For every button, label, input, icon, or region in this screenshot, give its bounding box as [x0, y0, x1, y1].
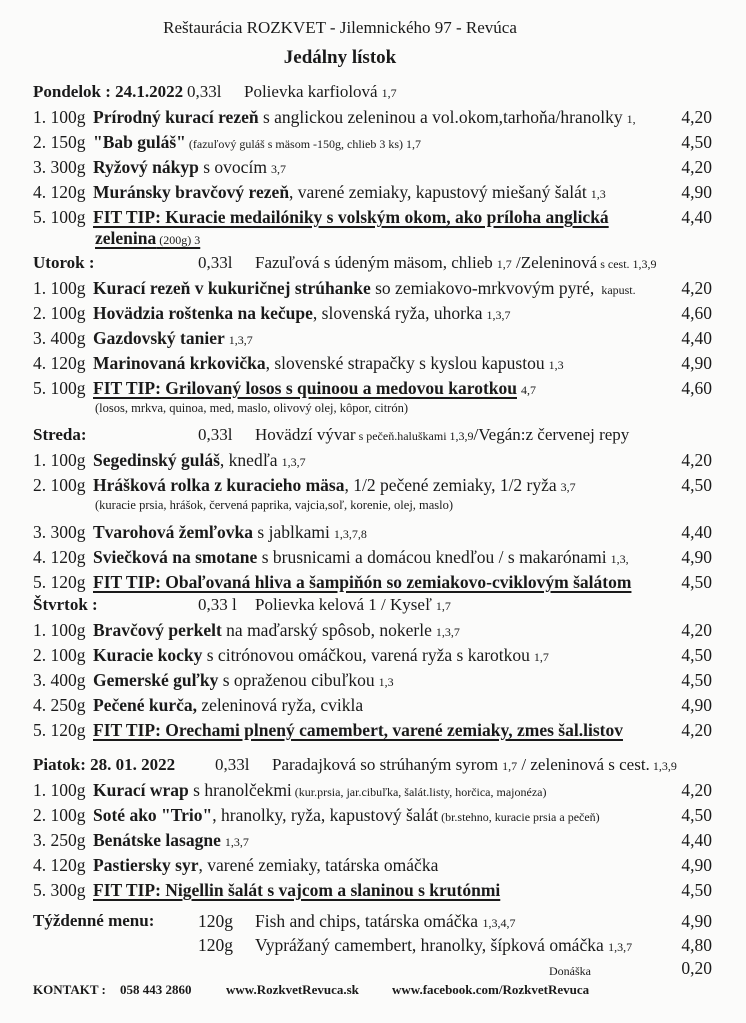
- soup-detail: s pečeň.haluškami 1,3,9: [355, 429, 474, 443]
- soup-allergens: 1,7: [496, 257, 512, 271]
- contact-phone[interactable]: 058 443 2860: [120, 982, 192, 997]
- delivery-label: Donáška: [549, 964, 591, 978]
- menu-item: [33, 670, 394, 691]
- item-number-weight: 5. 120g: [33, 572, 86, 592]
- item-number-weight: 3. 300g: [33, 157, 86, 177]
- menu-item: [33, 378, 536, 399]
- day-3-soup: [255, 425, 629, 445]
- menu-item: [33, 720, 623, 741]
- day-4-soup: [255, 595, 451, 615]
- soup-alternative-allergens: 1,3,9: [649, 759, 677, 773]
- menu-item: [33, 695, 363, 716]
- item-name: FIT TIP: Nigellin šalát s vajcom a slaninou s krutónmi: [93, 880, 501, 900]
- item-allergens: 1,3,7: [224, 835, 249, 849]
- weekly-item-1-price: 4,90: [681, 911, 712, 931]
- weekly-item-1: [255, 911, 515, 932]
- day-3-soup-volume: 0,33l: [198, 425, 233, 444]
- item-price: 4,60: [681, 378, 712, 398]
- item-allergens: 4,7: [521, 383, 536, 397]
- item-name: FIT TIP: Grilovaný losos s quinoou a medovou karotkou: [93, 378, 517, 398]
- item-ingredients-note: (losos, mrkva, quinoa, med, maslo, olivový olej, kôpor, citrón): [95, 401, 408, 415]
- menu-item: [33, 880, 500, 901]
- soup-name: Hovädzí vývar: [255, 425, 356, 444]
- item-name: Kurací wrap: [93, 780, 189, 800]
- item-description: s anglickou zeleninou a vol.okom,tarhoňa/hranolky: [258, 107, 623, 127]
- item-price: 4,50: [681, 645, 712, 665]
- item-price: 4,20: [681, 780, 712, 800]
- soup-allergens: 1,7: [435, 599, 451, 613]
- weekly-item-1-desc: Fish and chips, tatárska omáčka: [255, 911, 479, 931]
- item-number-weight: 5. 100g: [33, 378, 86, 398]
- item-description: , varené zemiaky, tatárska omáčka: [198, 855, 439, 875]
- item-name: Hrášková rolka z kuracieho mäsa: [93, 475, 345, 495]
- item-price: 4,90: [681, 547, 712, 567]
- item-price: 4,40: [681, 328, 712, 348]
- item-name-continued: zelenina: [95, 228, 157, 248]
- item-name: Gemerské guľky: [93, 670, 219, 690]
- menu-item: [33, 328, 253, 349]
- website-link[interactable]: www.RozkvetRevuca.sk: [226, 982, 359, 997]
- item-allergens: 1,3,7: [281, 455, 306, 469]
- item-price: 4,50: [681, 805, 712, 825]
- item-number-weight: 2. 100g: [33, 805, 86, 825]
- day-1-soup-volume: 0,33l: [187, 82, 222, 101]
- item-name: Kuracie kocky: [93, 645, 203, 665]
- weekly-item-2: [255, 935, 632, 956]
- item-number-weight: 4. 120g: [33, 547, 86, 567]
- item-price: 4,90: [681, 182, 712, 202]
- item-price: 4,90: [681, 695, 712, 715]
- day-2-soup-volume: 0,33l: [198, 253, 233, 272]
- item-price: 4,90: [681, 353, 712, 373]
- item-name: Tvarohová žemľovka: [93, 522, 254, 542]
- item-price: 4,40: [681, 207, 712, 227]
- item-name: Pastiersky syr: [93, 855, 199, 875]
- item-price: 4,40: [681, 830, 712, 850]
- menu-item: [33, 547, 629, 568]
- item-details: (br.stehno, kuracie prsia a pečeň): [438, 810, 600, 824]
- item-description: , 1/2 pečené zemiaky, 1/2 ryža: [344, 475, 557, 495]
- day-1-label: Pondelok : 24.1.2022: [33, 82, 184, 101]
- item-allergens: 1,3: [378, 675, 394, 689]
- item-name: Marinovaná krkovička: [93, 353, 266, 373]
- item-number-weight: 2. 150g: [33, 132, 86, 152]
- item-allergens: 3,7: [560, 480, 576, 494]
- item-name: Sviečková na smotane: [93, 547, 258, 567]
- item-price: 4,40: [681, 522, 712, 542]
- menu-item-continued: [95, 228, 200, 249]
- item-description: , slovenská ryža, uhorka: [312, 303, 483, 323]
- soup-name: Fazuľová s údeným mäsom, chlieb: [255, 253, 493, 272]
- item-number-weight: 5. 120g: [33, 720, 86, 740]
- menu-item: [33, 353, 564, 374]
- item-number-weight: 4. 120g: [33, 182, 86, 202]
- menu-item: [33, 475, 576, 496]
- item-details: (kur.prsia, jar.cibuľka, šalát.listy, horčica, majonéza): [291, 785, 547, 799]
- item-price: 4,20: [681, 278, 712, 298]
- menu-item: [33, 855, 438, 876]
- item-description: s jablkami: [253, 522, 330, 542]
- day-3-label: Streda:: [33, 425, 87, 444]
- item-allergens: kapust.: [598, 283, 636, 297]
- item-number-weight: 3. 250g: [33, 830, 86, 850]
- item-number-weight: 3. 300g: [33, 522, 86, 542]
- item-name: FIT TIP: Obaľovaná hliva a šampiňón so zemiakovo-cviklovým šalátom: [93, 572, 632, 592]
- item-description: , knedľa: [219, 450, 278, 470]
- item-price: 4,20: [681, 450, 712, 470]
- menu-item: [33, 620, 460, 641]
- item-description: , varené zemiaky, kapustový miešaný šalát: [289, 182, 587, 202]
- soup-alternative-allergens: s cest. 1,3,9: [597, 257, 657, 271]
- item-allergens: 1,3: [590, 187, 606, 201]
- item-details: (fazuľový guláš s mäsom -150g, chlieb 3 ks) 1,7: [185, 137, 422, 151]
- item-price: 4,20: [681, 620, 712, 640]
- item-name: Benátske lasagne: [93, 830, 221, 850]
- menu-item: [33, 805, 600, 826]
- soup-name: Polievka kelová 1 / Kyseľ: [255, 595, 432, 614]
- item-description: zeleninová ryža, cvikla: [197, 695, 364, 715]
- weekly-item-2-price: 4,80: [681, 935, 712, 955]
- soup-allergens: 1,7: [381, 86, 397, 100]
- item-description: s opraženou cibuľkou: [218, 670, 375, 690]
- item-price: 4,50: [681, 475, 712, 495]
- menu-item: [33, 522, 367, 543]
- facebook-link[interactable]: www.facebook.com/RozkvetRevuca: [392, 982, 590, 997]
- soup-name: Paradajková so strúhaným syrom: [272, 755, 499, 774]
- item-description: s brusnicami a domácou knedľou / s makarónami: [257, 547, 607, 567]
- item-number-weight: 4. 120g: [33, 855, 86, 875]
- item-allergens: 3,7: [270, 162, 286, 176]
- item-name: Muránsky bravčový rezeň: [93, 182, 290, 202]
- menu-item: [33, 132, 421, 153]
- item-number-weight: 1. 100g: [33, 107, 86, 127]
- item-details: (200g) 3: [156, 233, 201, 247]
- item-number-weight: 1. 100g: [33, 620, 86, 640]
- weekly-menu-label: Týždenné menu:: [33, 911, 155, 930]
- day-4-soup-volume: 0,33 l: [198, 595, 237, 614]
- soup-alternative: /Vegán:z červenej repy: [473, 425, 630, 444]
- item-allergens: 1,3: [548, 358, 564, 372]
- soup-name: Polievka karfiolová: [244, 82, 378, 101]
- soup-alternative: /Zeleninová: [511, 253, 598, 272]
- item-allergens: 1,3,7,8: [333, 527, 367, 541]
- contact-label: KONTAKT :: [33, 982, 106, 997]
- day-2-label: Utorok :: [33, 253, 95, 272]
- item-number-weight: 2. 100g: [33, 303, 86, 323]
- item-allergens: 1,3,7: [486, 308, 511, 322]
- menu-item: [33, 572, 631, 593]
- item-number-weight: 5. 300g: [33, 880, 86, 900]
- item-name: FIT TIP: Kuracie medailóniky s volským okom, ako príloha anglická: [93, 207, 609, 227]
- weekly-item-2-weight: 120g: [198, 935, 233, 955]
- soup-alternative: / zeleninová s cest.: [517, 755, 650, 774]
- item-number-weight: 4. 250g: [33, 695, 86, 715]
- delivery-price: 0,20: [681, 958, 712, 978]
- menu-item: [33, 645, 549, 666]
- item-description: so zemiakovo-mrkvovým pyré,: [370, 278, 595, 298]
- menu-item: [33, 107, 636, 128]
- item-name: Soté ako "Trio": [93, 805, 213, 825]
- item-number-weight: 2. 100g: [33, 645, 86, 665]
- weekly-item-2-allergens: 1,3,7: [608, 940, 633, 954]
- item-number-weight: 3. 400g: [33, 670, 86, 690]
- item-price: 4,50: [681, 670, 712, 690]
- item-name: Segedinský guláš: [93, 450, 220, 470]
- menu-item: [33, 303, 511, 324]
- item-number-weight: 1. 100g: [33, 278, 86, 298]
- weekly-item-2-desc: Vyprážaný camembert, hranolky, šípková omáčka: [255, 935, 604, 955]
- item-price: 4,50: [681, 880, 712, 900]
- menu-item: [33, 830, 249, 851]
- item-allergens: 1,3,7: [228, 333, 253, 347]
- item-description: s citrónovou omáčkou, varená ryža s karotkou: [202, 645, 530, 665]
- menu-item: [33, 207, 609, 228]
- day-4-label: Štvrtok :: [33, 595, 98, 614]
- item-price: 4,50: [681, 132, 712, 152]
- weekly-item-1-allergens: 1,3,4,7: [482, 916, 516, 930]
- item-number-weight: 1. 100g: [33, 780, 86, 800]
- menu-item: [33, 780, 546, 801]
- item-price: 4,50: [681, 572, 712, 592]
- day-5-soup-volume: 0,33l: [215, 755, 250, 774]
- soup-allergens: 1,7: [502, 759, 518, 773]
- item-name: Bravčový perkelt: [93, 620, 222, 640]
- item-price: 4,90: [681, 855, 712, 875]
- weekly-item-1-weight: 120g: [198, 911, 233, 931]
- item-ingredients-note: (kuracie prsia, hrášok, červená paprika, vajcia,soľ, korenie, olej, maslo): [95, 498, 454, 512]
- item-number-weight: 2. 100g: [33, 475, 86, 495]
- menu-item: [33, 278, 636, 299]
- item-number-weight: 3. 400g: [33, 328, 86, 348]
- item-number-weight: 1. 100g: [33, 450, 86, 470]
- item-allergens: 1,3,: [610, 552, 629, 566]
- item-name: Prírodný kurací rezeň: [93, 107, 259, 127]
- day-5-label: Piatok: 28. 01. 2022: [33, 755, 176, 774]
- item-description: s hranolčekmi: [188, 780, 292, 800]
- item-name: Pečené kurča,: [93, 695, 197, 715]
- day-5-soup: [272, 755, 677, 775]
- item-description: , slovenské strapačky s kyslou kapustou: [265, 353, 545, 373]
- item-name: FIT TIP: Orechami plnený camembert, varené zemiaky, zmes šal.listov: [93, 720, 623, 740]
- item-price: 4,20: [681, 157, 712, 177]
- item-description: s ovocím: [198, 157, 267, 177]
- restaurant-title: Reštaurácia ROZKVET - Jilemnického 97 - Revúca: [163, 18, 517, 37]
- item-price: 4,20: [681, 720, 712, 740]
- day-2-soup: [255, 253, 657, 273]
- item-allergens: 1,: [626, 112, 636, 126]
- item-name: "Bab guláš": [93, 132, 186, 152]
- item-allergens: 1,3,7: [435, 625, 460, 639]
- item-number-weight: 5. 100g: [33, 207, 86, 227]
- menu-item: [33, 450, 306, 471]
- item-price: 4,60: [681, 303, 712, 323]
- item-price: 4,20: [681, 107, 712, 127]
- menu-title: Jedálny lístok: [283, 47, 397, 68]
- menu-item: [33, 157, 286, 178]
- item-name: Gazdovský tanier: [93, 328, 225, 348]
- item-name: Hovädzia roštenka na kečupe: [93, 303, 313, 323]
- item-description: , hranolky, ryža, kapustový šalát: [212, 805, 439, 825]
- item-name: Ryžový nákyp: [93, 157, 199, 177]
- item-name: Kurací rezeň v kukuričnej strúhanke: [93, 278, 371, 298]
- day-1-soup: [244, 82, 397, 102]
- menu-item: [33, 182, 606, 203]
- item-allergens: 1,7: [533, 650, 549, 664]
- item-number-weight: 4. 120g: [33, 353, 86, 373]
- item-description: na maďarský spôsob, nokerle: [221, 620, 432, 640]
